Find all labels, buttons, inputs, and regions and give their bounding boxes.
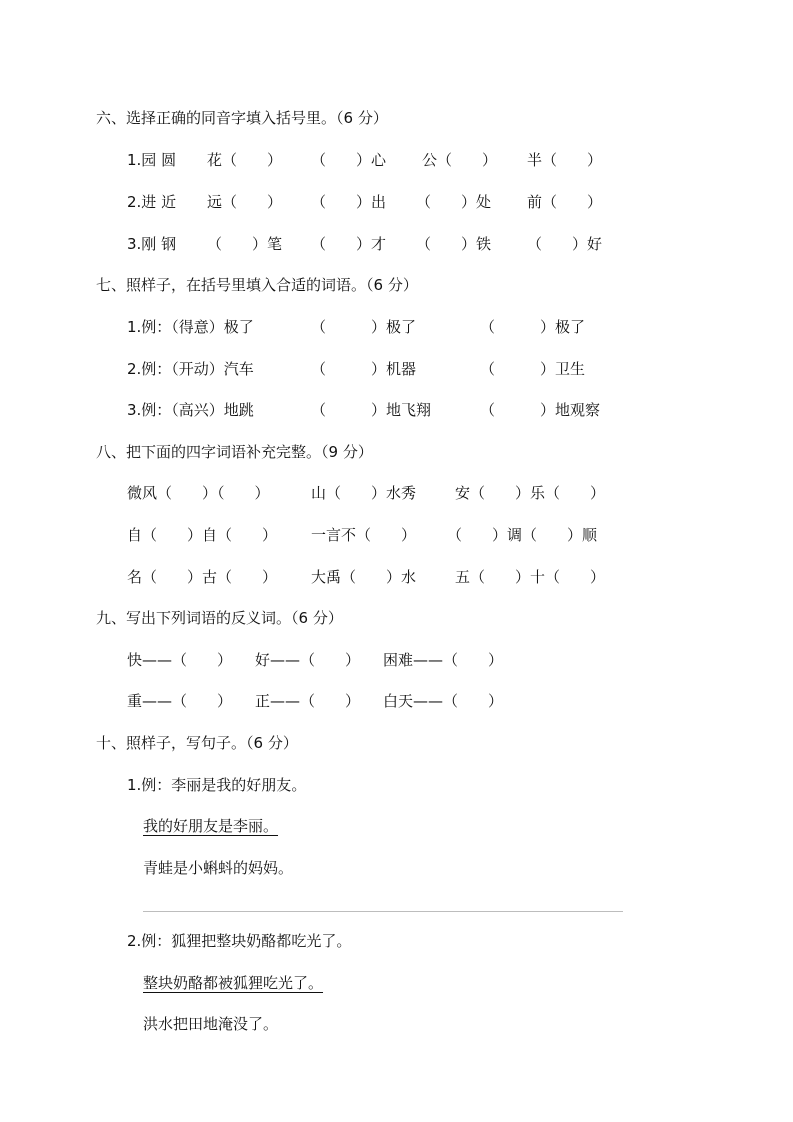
antonym-item[interactable]: 好——（ ） <box>255 651 361 669</box>
q2-answer: 整块奶酪都被狐狸吃光了。 <box>143 974 324 992</box>
q1-answer-line[interactable] <box>143 911 623 912</box>
example-item: 1.例：（得意）极了 <box>127 318 254 336</box>
idiom-item[interactable]: 五（ ）十（ ） <box>455 568 606 586</box>
blank-item[interactable]: （ ）才 <box>311 235 387 253</box>
section-7-title: 七、照样子，在括号里填入合适的词语。（6 分） <box>96 276 418 294</box>
blank-item[interactable]: （ ）处 <box>416 193 492 211</box>
idiom-item[interactable]: 微风（ ）（ ） <box>127 484 270 502</box>
antonym-item[interactable]: 困难——（ ） <box>383 651 504 669</box>
antonym-item[interactable]: 正——（ ） <box>255 692 361 710</box>
section-6-title: 六、选择正确的同音字填入括号里。（6 分） <box>96 109 388 127</box>
blank-item[interactable]: （ ）机器 <box>311 360 417 378</box>
idiom-item[interactable]: 自（ ）自（ ） <box>127 526 278 544</box>
blank-item[interactable]: （ ）极了 <box>311 318 417 336</box>
row-label: 1.园 圆 <box>127 151 177 169</box>
blank-item[interactable]: （ ）极了 <box>480 318 586 336</box>
blank-item[interactable]: 远（ ） <box>207 193 283 211</box>
q1-prompt: 青蛙是小蝌蚪的妈妈。 <box>143 859 294 877</box>
idiom-item[interactable]: 山（ ）水秀 <box>311 484 417 502</box>
q1-answer: 我的好朋友是李丽。 <box>143 817 279 835</box>
blank-item[interactable]: （ ）地观察 <box>480 401 601 419</box>
idiom-item[interactable]: （ ）调（ ）顺 <box>447 526 598 544</box>
blank-item[interactable]: （ ）地飞翔 <box>311 401 432 419</box>
antonym-item[interactable]: 重——（ ） <box>127 692 233 710</box>
blank-item[interactable]: （ ）铁 <box>416 235 492 253</box>
example-item: 3.例：（高兴）地跳 <box>127 401 254 419</box>
blank-item[interactable]: 前（ ） <box>527 193 603 211</box>
idiom-item[interactable]: 名（ ）古（ ） <box>127 568 278 586</box>
example-item: 2.例：（开动）汽车 <box>127 360 254 378</box>
blank-item[interactable]: （ ）心 <box>311 151 387 169</box>
antonym-item[interactable]: 快——（ ） <box>127 651 233 669</box>
blank-item[interactable]: （ ）好 <box>527 235 603 253</box>
idiom-item[interactable]: 一言不（ ） <box>311 526 417 544</box>
q2-example: 2.例：狐狸把整块奶酪都吃光了。 <box>127 932 352 950</box>
idiom-item[interactable]: 安（ ）乐（ ） <box>455 484 606 502</box>
q2-prompt: 洪水把田地淹没了。 <box>143 1015 279 1033</box>
blank-item[interactable]: （ ）卫生 <box>480 360 586 378</box>
antonym-item[interactable]: 白天——（ ） <box>383 692 504 710</box>
section-10-title: 十、照样子，写句子。（6 分） <box>96 734 298 752</box>
section-8-title: 八、把下面的四字词语补充完整。（9 分） <box>96 443 373 461</box>
row-label: 2.进 近 <box>127 193 177 211</box>
section-9-title: 九、写出下列词语的反义词。（6 分） <box>96 609 343 627</box>
q1-example: 1.例：李丽是我的好朋友。 <box>127 776 307 794</box>
blank-item[interactable]: （ ）出 <box>311 193 387 211</box>
row-label: 3.刚 钢 <box>127 235 177 253</box>
blank-item[interactable]: 花（ ） <box>207 151 283 169</box>
blank-item[interactable]: 公（ ） <box>422 151 498 169</box>
blank-item[interactable]: （ ）笔 <box>207 235 283 253</box>
blank-item[interactable]: 半（ ） <box>527 151 603 169</box>
idiom-item[interactable]: 大禹（ ）水 <box>311 568 417 586</box>
